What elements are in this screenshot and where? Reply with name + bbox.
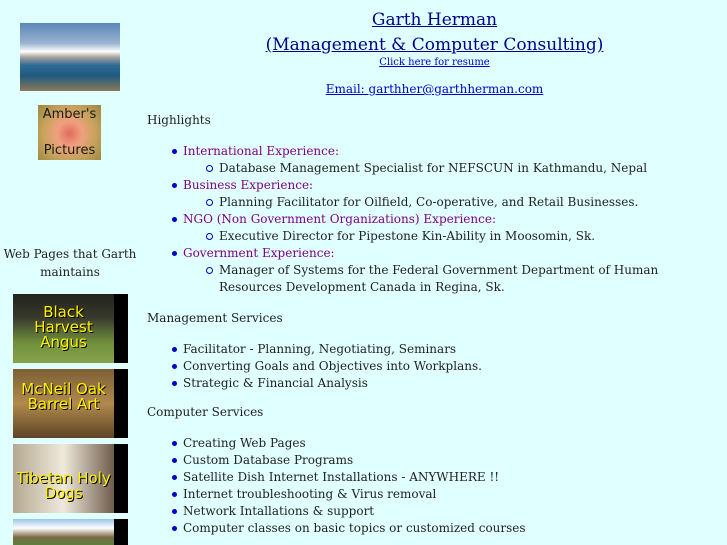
page-title[interactable]: Garth Herman bbox=[371, 10, 498, 30]
category-label: Business Experience: bbox=[183, 178, 314, 192]
thumb-border bbox=[114, 294, 128, 363]
management-heading: Management Services bbox=[147, 311, 283, 325]
ambers-line1: Amber's bbox=[42, 107, 97, 122]
thumb-image bbox=[13, 519, 114, 545]
category-label: Government Experience: bbox=[183, 246, 335, 260]
list-item: Strategic & Financial Analysis bbox=[172, 375, 722, 392]
building-thumb-link[interactable] bbox=[13, 519, 128, 545]
sub-item: Planning Facilitator for Oilfield, Co-operative, and Retail Businesses. bbox=[183, 194, 722, 211]
resume-link[interactable]: Click here for resume bbox=[379, 57, 490, 68]
list-item bbox=[172, 211, 722, 245]
highlights-heading: Highlights bbox=[147, 113, 211, 127]
list-item bbox=[172, 245, 722, 296]
tibetan-holy-dogs-link[interactable] bbox=[13, 444, 128, 513]
thumb-border bbox=[114, 369, 128, 438]
thumb-border bbox=[114, 444, 128, 513]
ambers-line2: Pictures bbox=[43, 143, 96, 158]
list-item: Internet troubleshooting & Virus removal bbox=[172, 486, 722, 503]
category-label: NGO (Non Government Organizations) Experience: bbox=[183, 212, 496, 226]
sub-item: Database Management Specialist for NEFSCUN in Kathmandu, Nepal bbox=[183, 160, 722, 177]
sub-item: Executive Director for Pipestone Kin-Ability in Moosomin, Sk. bbox=[183, 228, 722, 245]
sidebar-heading: Web Pages that Garth maintains bbox=[3, 247, 137, 279]
computer-heading: Computer Services bbox=[147, 405, 264, 419]
sidebar bbox=[0, 0, 140, 545]
category-label: International Experience: bbox=[183, 144, 340, 158]
thumb-label: McNeil Oak Barrel Art bbox=[21, 380, 106, 413]
list-item: Satellite Dish Internet Installations - ANYWHERE !! bbox=[172, 469, 722, 486]
list-item: Facilitator - Planning, Negotiating, Seminars bbox=[172, 341, 722, 358]
mcneil-oak-barrel-art-link[interactable] bbox=[13, 369, 128, 438]
list-item: Converting Goals and Objectives into Workplans. bbox=[172, 358, 722, 375]
computer-list bbox=[172, 435, 722, 537]
thumb-border bbox=[114, 519, 128, 545]
list-item: Network Intallations & support bbox=[172, 503, 722, 520]
ambers-pictures-link[interactable] bbox=[38, 105, 101, 160]
list-item: Creating Web Pages bbox=[172, 435, 722, 452]
main-content bbox=[147, 0, 722, 545]
black-harvest-angus-link[interactable] bbox=[13, 294, 128, 363]
management-list bbox=[172, 341, 722, 392]
email-link[interactable]: Email: garthher@garthherman.com bbox=[325, 82, 544, 96]
list-item: Computer classes on basic topics or customized courses bbox=[172, 520, 722, 537]
list-item bbox=[172, 143, 722, 177]
thumb-label: Tibetan Holy Dogs bbox=[16, 469, 111, 502]
highlights-list bbox=[172, 143, 722, 296]
page-subtitle[interactable]: (Management & Computer Consulting) bbox=[265, 35, 604, 55]
mountain-lake-image[interactable] bbox=[20, 23, 120, 91]
sub-item: Manager of Systems for the Federal Government Department of Human Resources Development Canada in Regina, Sk. bbox=[183, 262, 722, 296]
thumb-label: Black Harvest Angus bbox=[34, 303, 93, 351]
list-item bbox=[172, 177, 722, 211]
list-item: Custom Database Programs bbox=[172, 452, 722, 469]
